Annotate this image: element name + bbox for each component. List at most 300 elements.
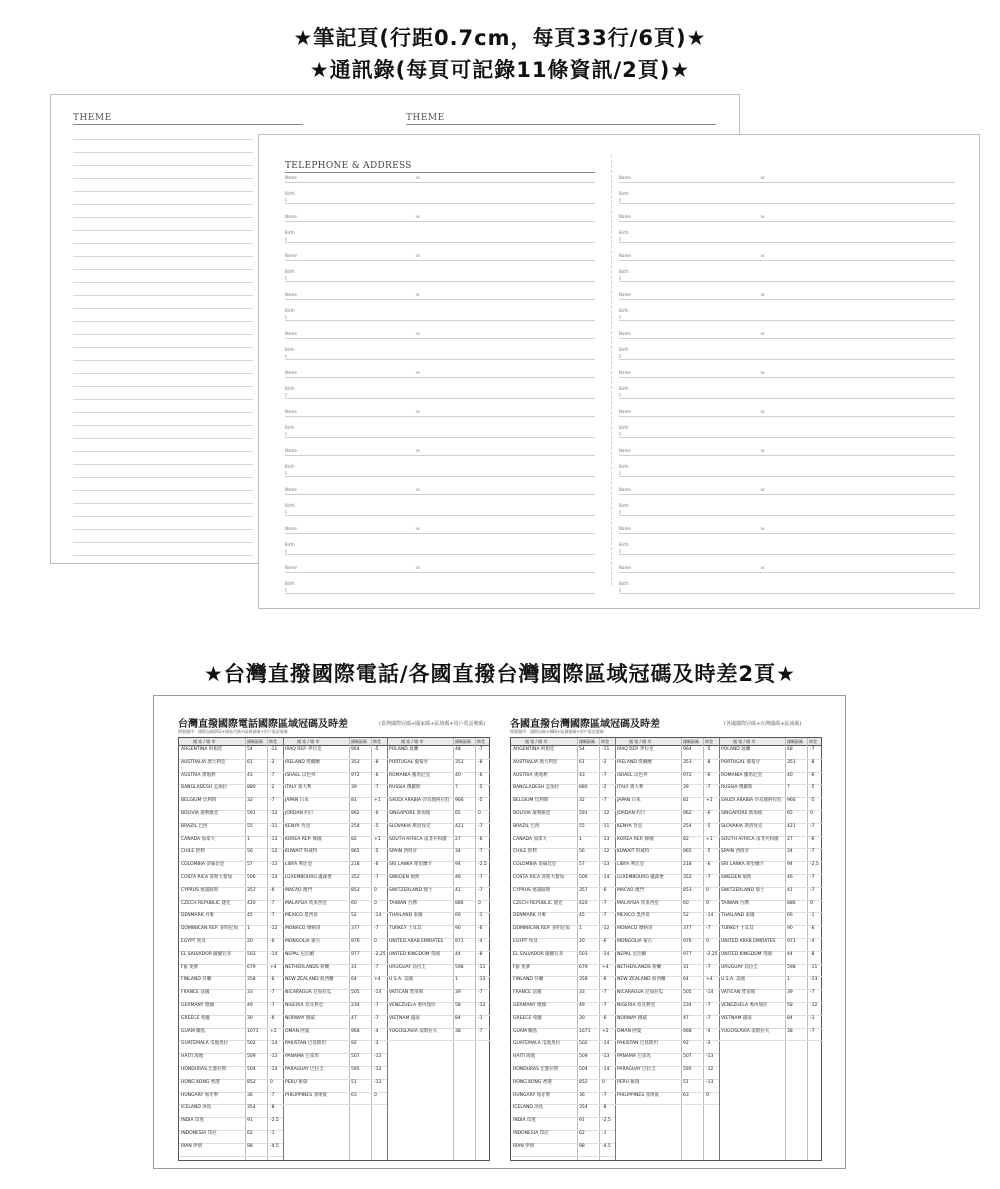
country-code: 351 — [787, 759, 796, 765]
note-line — [73, 165, 253, 166]
time-difference: 0 — [374, 900, 377, 906]
country-code: 353 — [351, 759, 360, 765]
entry-birth-label: Birth — [619, 503, 629, 508]
country-name: ISRAEL 以色列 — [285, 772, 316, 778]
country-name: URUGUAY 烏拉圭 — [721, 964, 758, 970]
country-code: 49 — [579, 1003, 585, 1008]
entry-birth-label: Birth — [285, 542, 295, 547]
page-gutter — [611, 155, 612, 585]
address-entry[interactable] — [619, 407, 955, 446]
table-row — [511, 1003, 615, 1016]
entry-line — [285, 572, 595, 573]
country-name: CZECH REPUBLIC 捷克 — [181, 900, 231, 906]
country-code: 509 — [579, 1054, 588, 1060]
time-difference: -7 — [374, 964, 379, 970]
entry-line — [619, 377, 955, 378]
time-difference: -11 — [478, 964, 486, 970]
country-code: 36 — [579, 1092, 585, 1098]
country-name: VATICAN 梵蒂岡 — [721, 990, 756, 996]
country-code: 595 — [683, 1067, 692, 1072]
country-code: 358 — [247, 977, 256, 983]
table-row — [615, 901, 719, 914]
entry-birth-label: Birth — [619, 464, 629, 469]
table-row — [615, 1041, 719, 1054]
country-code: 66 — [787, 913, 793, 919]
right-dialing-table — [510, 737, 822, 1161]
table-row — [719, 888, 823, 901]
country-code: 55 — [579, 823, 585, 829]
table-row — [511, 977, 615, 990]
time-difference: +4 — [706, 977, 713, 983]
country-name: SWEDEN 瑞典 — [721, 875, 752, 880]
time-difference: +1 — [706, 798, 713, 804]
time-difference: -5 — [478, 798, 483, 804]
country-code: 853 — [683, 887, 692, 893]
table-row — [719, 747, 823, 760]
table-row — [179, 785, 283, 798]
time-difference: -13 — [478, 977, 486, 983]
country-code: 254 — [683, 823, 692, 829]
country-name: MEXICO 墨西哥 — [285, 913, 318, 919]
address-entry[interactable] — [285, 563, 595, 602]
country-code: 595 — [351, 1067, 360, 1072]
header-country: 國 家 / 城 市 — [629, 739, 652, 744]
country-code: 56 — [247, 849, 253, 855]
header-code: 國碼區碼 — [787, 739, 803, 744]
entry-birth-label: Birth — [619, 425, 629, 430]
country-name: GREECE 希臘 — [181, 1015, 210, 1021]
table-row — [387, 952, 491, 965]
time-difference: -14 — [602, 951, 610, 957]
theme-label-right: THEME — [406, 113, 445, 123]
time-difference: -4 — [374, 1028, 379, 1034]
note-line — [73, 464, 253, 465]
table-row — [511, 1131, 615, 1144]
country-name: SAUDI ARABIA 沙烏地阿拉伯 — [721, 798, 782, 804]
table-row — [179, 913, 283, 926]
country-name: PERU 秘魯 — [617, 1079, 640, 1085]
address-entry[interactable] — [285, 407, 595, 446]
country-code: 1 — [787, 977, 790, 983]
country-name: GUAM 關島 — [181, 1028, 206, 1034]
country-name: PORTUGAL 葡萄牙 — [721, 759, 761, 765]
country-name: AUSTRIA 奧地利 — [181, 772, 216, 778]
country-name: COSTA RICA 哥斯大黎加 — [513, 875, 565, 880]
time-difference: -6 — [602, 939, 607, 944]
country-name: CANADA 加拿大 — [181, 836, 216, 842]
time-difference: -6 — [270, 939, 275, 944]
time-difference: -6 — [270, 977, 275, 983]
table-row — [283, 760, 387, 773]
entry-name-label: Name — [619, 409, 631, 414]
country-name: NICARAGUA 尼加拉瓜 — [285, 990, 332, 996]
country-name: VENEZUELA 委內瑞拉 — [721, 1003, 768, 1008]
entry-name-label: Name — [285, 487, 297, 492]
country-name: PANAMA 巴拿馬 — [617, 1054, 651, 1060]
country-code: 43 — [247, 772, 253, 778]
table-row — [511, 811, 615, 824]
entry-birth-label: Birth — [285, 230, 295, 235]
time-difference: -6 — [270, 887, 275, 893]
address-entry[interactable] — [619, 485, 955, 524]
header-timezone: 時差 — [809, 739, 817, 744]
address-entry[interactable] — [285, 485, 595, 524]
table-row — [615, 977, 719, 990]
entry-birth-label: Birth — [285, 347, 295, 352]
country-code: 965 — [683, 849, 692, 855]
address-entry[interactable] — [285, 524, 595, 563]
country-name: LUXEMBOURG 盧森堡 — [617, 875, 664, 880]
time-difference: -2 — [270, 785, 275, 791]
country-code: 60 — [683, 900, 689, 906]
address-entry[interactable] — [619, 368, 955, 407]
entry-line — [619, 299, 955, 300]
phone-icon: ☏ — [415, 214, 421, 219]
address-entry[interactable] — [619, 212, 955, 251]
entry-name-label: Name — [285, 331, 297, 336]
time-difference: -4.5 — [270, 1143, 279, 1149]
country-code: 48 — [787, 747, 793, 752]
table-row — [283, 875, 387, 888]
header-country: 國 家 / 城 市 — [297, 739, 320, 744]
country-name: PARAGUAY 巴拉圭 — [285, 1067, 324, 1072]
table-row — [283, 773, 387, 786]
country-name: UNITED ARAB EMIRATES — [389, 939, 444, 944]
table-row — [615, 952, 719, 965]
country-code: 91 — [247, 1118, 253, 1124]
country-code: 218 — [351, 862, 360, 868]
country-name: INDONESIA 印尼 — [513, 1131, 549, 1136]
entry-birth-label: Birth — [619, 308, 629, 313]
mobile-icon: ▯ — [619, 392, 622, 397]
entry-birth-label: Birth — [285, 503, 295, 508]
table-row — [511, 939, 615, 952]
time-difference: -5 — [810, 798, 815, 804]
country-name: NEW ZEALAND 紐西蘭 — [617, 977, 666, 983]
table-row — [283, 901, 387, 914]
address-entry[interactable] — [285, 173, 595, 212]
time-difference: +4 — [374, 977, 381, 983]
dialing-code-spread — [153, 695, 846, 1169]
table-row — [511, 824, 615, 837]
country-code: 38 — [455, 1028, 461, 1034]
table-row — [387, 901, 491, 914]
entry-line — [619, 533, 955, 534]
time-difference: 0 — [810, 900, 813, 906]
country-code: 1671 — [247, 1028, 259, 1034]
time-difference: -13 — [270, 836, 278, 842]
country-name: HONG KONG 香港 — [513, 1079, 552, 1085]
entry-name-label: Name — [619, 214, 631, 219]
country-name: NETHERLANDS 荷蘭 — [617, 964, 662, 970]
country-code: 40 — [455, 772, 461, 778]
note-line — [73, 425, 253, 426]
time-difference: -13 — [270, 862, 278, 868]
time-difference: 0 — [706, 1092, 709, 1098]
time-difference: -5 — [478, 785, 483, 791]
note-line — [73, 542, 253, 543]
time-difference: -2.5 — [810, 862, 819, 868]
address-entry[interactable] — [285, 212, 595, 251]
table-row — [511, 926, 615, 939]
country-name: IRELAND 愛爾蘭 — [617, 759, 652, 765]
country-name: SINGAPORE 新加坡 — [389, 811, 431, 816]
header-timezone: 時差 — [269, 739, 277, 744]
time-difference: -7 — [602, 798, 607, 804]
time-difference: 0 — [706, 939, 709, 944]
time-difference: -13 — [602, 862, 610, 868]
address-entry[interactable] — [619, 563, 955, 602]
address-entry[interactable] — [619, 329, 955, 368]
table-row — [283, 785, 387, 798]
country-code: 1 — [247, 926, 250, 932]
table-row — [387, 862, 491, 875]
country-code: 63 — [683, 1092, 689, 1098]
country-code: 55 — [247, 823, 253, 829]
country-code: 63 — [351, 1092, 357, 1098]
theme-label-left: THEME — [73, 113, 112, 123]
address-entry[interactable] — [285, 251, 595, 290]
note-line — [73, 334, 253, 335]
country-name: SLOVAKIA 斯洛伐克 — [389, 823, 431, 829]
time-difference: 0 — [706, 900, 709, 906]
header-code: 國碼區碼 — [247, 739, 263, 744]
time-difference: -6 — [706, 772, 711, 778]
right-table-note: (各國國際冠碼+台灣國碼+區域碼) — [724, 721, 802, 727]
country-name: KUWAIT 科威特 — [285, 849, 318, 855]
country-name: MALAYSIA 馬來西亞 — [617, 900, 659, 906]
entry-line — [619, 359, 955, 360]
entry-line — [285, 299, 595, 300]
country-code: 971 — [455, 939, 464, 944]
address-entry[interactable] — [285, 368, 595, 407]
address-entry[interactable] — [285, 446, 595, 485]
time-difference: -8 — [478, 951, 483, 957]
time-difference: -7 — [270, 1092, 275, 1098]
header-country: 國 家 / 城 市 — [193, 739, 216, 744]
phone-icon: ☏ — [760, 175, 766, 180]
table-row — [615, 939, 719, 952]
entry-birth-label: Birth — [619, 191, 629, 196]
country-name: VENEZUELA 委內瑞拉 — [389, 1003, 436, 1008]
table-row — [615, 747, 719, 760]
header-timezone: 時差 — [601, 739, 609, 744]
time-difference: -4 — [810, 939, 815, 944]
time-difference: -2.25 — [706, 951, 718, 957]
country-code: 92 — [351, 1041, 357, 1047]
table-row — [283, 837, 387, 850]
country-code: 51 — [351, 1079, 357, 1085]
left-table-note: (臺灣國際冠碼+國家碼+區域碼+用戶電話號碼) — [379, 721, 486, 727]
note-line — [73, 490, 253, 491]
country-code: 65 — [455, 811, 461, 816]
time-difference: -13 — [374, 1079, 382, 1085]
address-entry[interactable] — [619, 524, 955, 563]
time-difference: -8 — [810, 951, 815, 957]
entry-line — [619, 182, 955, 183]
table-row — [615, 798, 719, 811]
note-line — [73, 412, 253, 413]
country-name: SINGAPORE 新加坡 — [721, 811, 763, 816]
table-row — [179, 1093, 283, 1106]
time-difference: -8 — [706, 759, 711, 765]
country-code: 66 — [455, 913, 461, 919]
table-row — [387, 1003, 491, 1016]
table-row — [615, 965, 719, 978]
address-entry[interactable] — [619, 290, 955, 329]
table-row — [511, 1029, 615, 1042]
country-code: 91 — [579, 1118, 585, 1124]
entry-line — [285, 533, 595, 534]
entry-birth-label: Birth — [619, 542, 629, 547]
country-name: ARGENTINA 阿根廷 — [513, 747, 555, 752]
country-code: 84 — [455, 1015, 461, 1021]
country-code: 218 — [683, 862, 692, 868]
time-difference: -5 — [374, 823, 379, 829]
country-name: BANGLADESH 孟加拉 — [181, 785, 228, 791]
table-row — [511, 1093, 615, 1106]
time-difference: -6 — [270, 1015, 275, 1021]
country-code: 1671 — [579, 1028, 591, 1034]
address-entry[interactable] — [285, 329, 595, 368]
note-line — [73, 477, 253, 478]
theme-line-right — [406, 124, 716, 125]
country-name: SOUTH AFRICA 南非共和國 — [721, 836, 779, 842]
time-difference: -2 — [602, 759, 607, 765]
time-difference: -7 — [602, 1092, 607, 1098]
time-difference: -7 — [478, 849, 483, 855]
country-code: 33 — [579, 990, 585, 996]
country-code: 46 — [455, 875, 461, 880]
entry-line — [619, 593, 955, 594]
country-code: 7 — [455, 785, 458, 791]
country-code: 94 — [455, 862, 461, 868]
table-row — [511, 849, 615, 862]
time-difference: -14 — [270, 951, 278, 957]
table-row — [511, 747, 615, 760]
time-difference: 0 — [270, 1079, 273, 1085]
time-difference: -11 — [602, 747, 610, 752]
country-name: BOLIVIA 玻利維亞 — [181, 811, 219, 816]
time-difference: -12 — [270, 811, 278, 816]
country-code: 971 — [787, 939, 796, 944]
country-name: SWEDEN 瑞典 — [389, 875, 420, 880]
table-row — [511, 1067, 615, 1080]
entry-line — [285, 221, 595, 222]
header-code: 國碼區碼 — [579, 739, 595, 744]
country-code: 45 — [579, 913, 585, 919]
note-line — [73, 438, 253, 439]
entry-birth-label: Birth — [285, 386, 295, 391]
entry-line — [285, 281, 595, 282]
entry-birth-label: Birth — [285, 425, 295, 430]
note-line — [73, 295, 253, 296]
table-row — [283, 952, 387, 965]
country-name: SRI LANKA 斯里蘭卡 — [389, 862, 433, 868]
country-code: 44 — [455, 951, 461, 957]
note-line — [73, 373, 253, 374]
country-name: SWITZERLAND 瑞士 — [389, 887, 433, 893]
country-code: 47 — [351, 1015, 357, 1021]
country-name: EGYPT 埃及 — [181, 939, 206, 944]
table-row — [615, 926, 719, 939]
country-name: FRANCE 法國 — [513, 990, 542, 996]
note-line — [73, 360, 253, 361]
time-difference: -13 — [374, 1054, 382, 1060]
table-row — [283, 888, 387, 901]
table-row — [387, 888, 491, 901]
time-difference: -7 — [374, 1015, 379, 1021]
address-entry[interactable] — [619, 173, 955, 212]
country-name: CHILE 智利 — [513, 849, 537, 855]
table-row — [615, 1080, 719, 1093]
country-name: GUATEMALA 瓜地馬拉 — [513, 1041, 561, 1047]
country-name: VIETNAM 越南 — [389, 1015, 420, 1021]
table-row — [615, 811, 719, 824]
country-code: 421 — [787, 823, 796, 829]
country-code: 61 — [247, 759, 253, 765]
country-code: 1 — [579, 926, 582, 932]
time-difference: -6 — [602, 1015, 607, 1021]
country-name: IRAN 伊朗 — [513, 1143, 535, 1149]
country-code: 34 — [455, 849, 461, 855]
time-difference: 0 — [374, 1092, 377, 1098]
entry-name-label: Name — [619, 253, 631, 258]
country-name: YUGOSLAVIA 南斯拉夫 — [389, 1028, 438, 1034]
country-name: ROMANIA 羅馬尼亞 — [389, 772, 430, 778]
country-name: AUSTRIA 奧地利 — [513, 772, 548, 778]
time-difference: -12 — [602, 926, 610, 932]
table-row — [511, 990, 615, 1003]
entry-line — [285, 203, 595, 204]
table-row — [179, 926, 283, 939]
table-row — [179, 760, 283, 773]
address-entry[interactable] — [619, 251, 955, 290]
phone-icon: ☏ — [760, 448, 766, 453]
time-difference: 0 — [810, 811, 813, 816]
address-entry[interactable] — [619, 446, 955, 485]
table-row — [387, 798, 491, 811]
table-row — [719, 811, 823, 824]
country-code: 357 — [247, 887, 256, 893]
country-code: 507 — [683, 1054, 692, 1060]
time-difference: -7 — [478, 823, 483, 829]
table-row — [719, 1029, 823, 1042]
time-difference: -5 — [374, 747, 379, 752]
table-row — [511, 965, 615, 978]
country-code: 56 — [579, 849, 585, 855]
country-code: 90 — [455, 926, 461, 932]
time-difference: -3 — [706, 1041, 711, 1047]
country-code: 31 — [351, 964, 357, 970]
time-difference: -7 — [810, 887, 815, 893]
entry-line — [619, 221, 955, 222]
address-entry[interactable] — [285, 290, 595, 329]
mobile-icon: ▯ — [619, 509, 622, 514]
note-line — [73, 347, 253, 348]
country-name: JAPAN 日本 — [617, 798, 641, 804]
entry-line — [619, 260, 955, 261]
entry-line — [619, 437, 955, 438]
table-row — [387, 849, 491, 862]
time-difference: -13 — [706, 1079, 714, 1085]
country-code: 81 — [351, 798, 357, 804]
entry-birth-label: Birth — [619, 230, 629, 235]
time-difference: -7 — [374, 875, 379, 880]
table-row — [615, 913, 719, 926]
table-row — [615, 849, 719, 862]
time-difference: -7 — [706, 1003, 711, 1008]
